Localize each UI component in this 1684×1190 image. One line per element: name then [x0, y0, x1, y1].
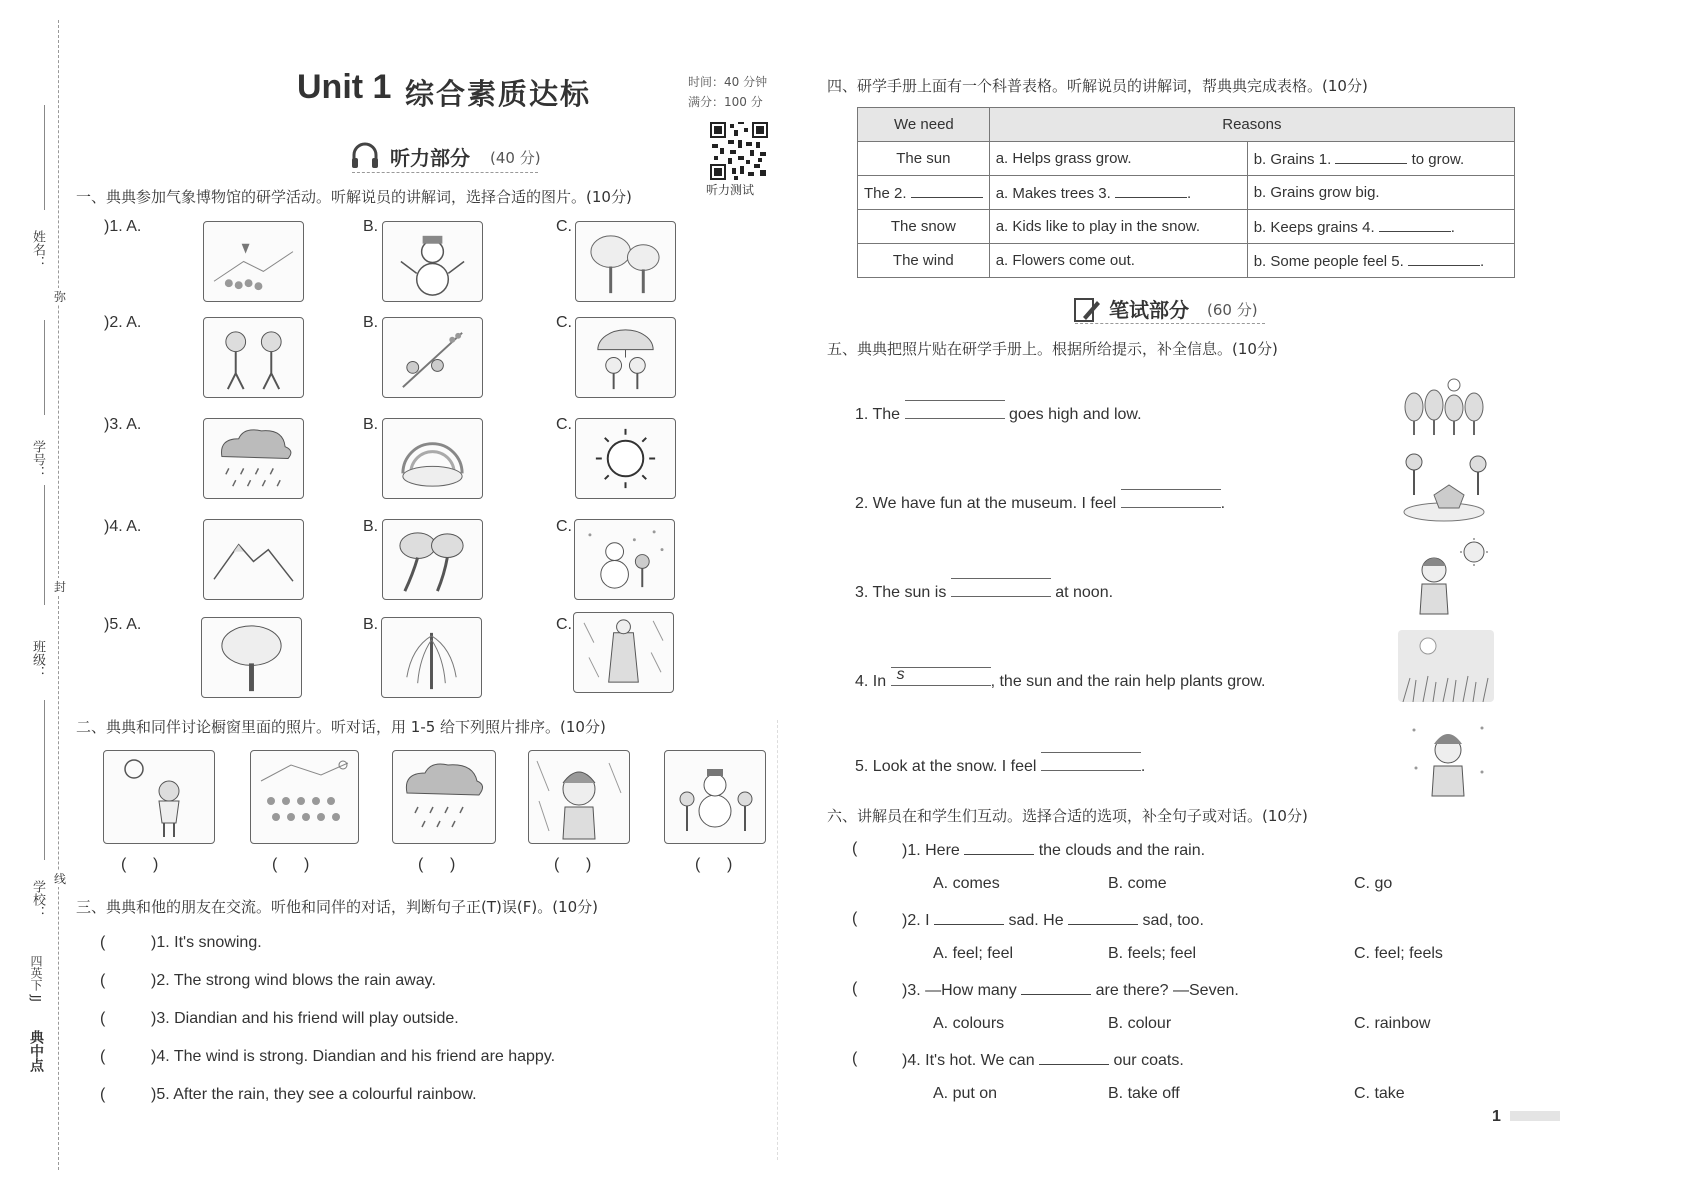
q6-option-3a[interactable]: A. colours: [933, 1015, 1005, 1032]
page-title-cn: 综合素质达标: [405, 77, 592, 111]
q5-pic-3: [1404, 536, 1494, 618]
q5-pic-4: [1398, 630, 1494, 702]
q6-blank-1[interactable]: [964, 840, 1034, 855]
q1-1a-pic[interactable]: [203, 221, 304, 302]
q1-item5-b: B.: [363, 616, 379, 633]
q5-blank-1[interactable]: [905, 400, 1005, 419]
school-label: 学校：: [30, 880, 45, 919]
q5-blank-2[interactable]: [1121, 489, 1221, 508]
q5-pic-5: [1404, 718, 1492, 800]
q6-option-3c[interactable]: C. rainbow: [1354, 1015, 1431, 1032]
q3-bracket-3[interactable]: (: [100, 1010, 137, 1027]
q1-item4-b: B.: [363, 518, 379, 535]
q6-option-1b[interactable]: B. come: [1108, 875, 1167, 892]
q1-item1-num: )1. A.: [104, 218, 142, 235]
q5-item-5: 5. Look at the snow. I feel .: [855, 752, 1145, 776]
q5-pic-2: [1394, 450, 1494, 525]
q1-item2-num: )2. A.: [104, 314, 142, 331]
blank-5[interactable]: [1408, 251, 1480, 266]
class-label: 班级：: [30, 640, 45, 679]
q6-blank-3[interactable]: [1021, 980, 1091, 995]
q6-bracket-2[interactable]: (: [852, 910, 889, 927]
q6-bracket-3[interactable]: (: [852, 980, 889, 997]
q3-bracket-4[interactable]: (: [100, 1048, 137, 1065]
table-row: The sun a. Helps grass grow. b. Grains 1. to grow.: [858, 142, 1515, 176]
page-title: Unit 1: [297, 68, 392, 106]
q6-item-3: )3. —How many are there? —Seven.: [902, 982, 1239, 999]
q2-photo-1[interactable]: [103, 750, 215, 844]
name-label: 姓名：: [30, 230, 45, 269]
q3-bracket-1[interactable]: (: [100, 934, 137, 951]
blank-4[interactable]: [1379, 217, 1451, 232]
q1-5b-pic[interactable]: [381, 617, 482, 698]
column-divider: [777, 720, 778, 1160]
blank-3[interactable]: [1115, 183, 1187, 198]
q2-answer-1[interactable]: ( ): [121, 856, 159, 873]
book-label: 四英下 JJ: [29, 955, 43, 1002]
mark-xian: 线: [54, 872, 67, 886]
writing-heading: 笔试部分: [1109, 298, 1189, 322]
q2-answer-5[interactable]: ( ): [695, 856, 733, 873]
q2-answer-3[interactable]: ( ): [418, 856, 456, 873]
q1-item5-c: C.: [556, 616, 572, 633]
q1-item1-c: C.: [556, 218, 572, 235]
q6-item-1: )1. Here the clouds and the rain.: [902, 842, 1206, 859]
q6-blank-2b[interactable]: [1068, 910, 1138, 925]
q6-item-2: )2. I sad. He sad, too.: [902, 912, 1204, 929]
page-number: 1: [1492, 1108, 1501, 1125]
mark-mi: 弥: [54, 290, 67, 304]
q1-item3-c: C.: [556, 416, 572, 433]
q6-bracket-4[interactable]: (: [852, 1050, 889, 1067]
table-row: The wind a. Flowers come out. b. Some people feel 5. .: [858, 244, 1515, 278]
q2-photo-4[interactable]: [528, 750, 630, 844]
q6-option-2c[interactable]: C. feel; feels: [1354, 945, 1443, 962]
blank-1[interactable]: [1335, 149, 1407, 164]
id-label: 学号：: [30, 440, 45, 479]
q5-item-1: 1. The goes high and low.: [855, 400, 1142, 424]
mark-feng: 封: [54, 580, 67, 594]
blank-2[interactable]: [911, 183, 983, 198]
q5-blank-3[interactable]: [951, 578, 1051, 597]
pencil-note-icon: [1073, 295, 1101, 323]
q2-photo-5[interactable]: [664, 750, 766, 844]
reasons-table: [857, 107, 1515, 278]
q3-prompt: 三、典典和他的朋友在交流。听他和同伴的对话，判断句子正(T)误(F)。(10分): [76, 898, 598, 916]
q5-blank-5[interactable]: [1041, 752, 1141, 771]
q2-answer-4[interactable]: ( ): [554, 856, 592, 873]
cut-line: [58, 20, 59, 1170]
q5-item-3: 3. The sun is at noon.: [855, 578, 1113, 602]
page-number-bar: [1510, 1111, 1560, 1121]
q3-item-1: )1. It's snowing.: [151, 934, 262, 951]
table-row: The 2. a. Makes trees 3. . b. Grains grow big.: [858, 176, 1515, 210]
listening-heading-rule: [352, 172, 538, 173]
q1-4c-pic[interactable]: [574, 519, 675, 600]
q1-3a-pic[interactable]: [203, 418, 304, 499]
q1-1c-pic[interactable]: [575, 221, 676, 302]
q4-prompt: 四、研学手册上面有一个科普表格。听解说员的讲解词，帮典典完成表格。(10分): [827, 77, 1368, 95]
q6-option-4a[interactable]: A. put on: [933, 1085, 998, 1102]
q1-3c-pic[interactable]: [575, 418, 676, 499]
q6-blank-2a[interactable]: [934, 910, 1004, 925]
q1-3b-pic[interactable]: [382, 418, 483, 499]
headphones-icon: [350, 140, 380, 170]
school-line: [44, 700, 45, 860]
q2-answer-2[interactable]: ( ): [272, 856, 310, 873]
q1-2c-pic[interactable]: [575, 317, 676, 398]
q1-item4-c: C.: [556, 518, 572, 535]
q1-item2-b: B.: [363, 314, 379, 331]
q3-item-4: )4. The wind is strong. Diandian and his friend are happy.: [151, 1048, 556, 1065]
class-line-top: [44, 485, 45, 605]
q1-2b-pic[interactable]: [382, 317, 483, 398]
q6-prompt: 六、讲解员在和学生们互动。选择合适的选项，补全句子或对话。(10分): [827, 807, 1308, 825]
q1-item5-num: )5. A.: [104, 616, 142, 633]
qr-code[interactable]: [710, 122, 768, 180]
q2-prompt: 二、典典和同伴讨论橱窗里面的照片。听对话，用 1-5 给下列照片排序。(10分): [76, 718, 606, 736]
q6-option-4c[interactable]: C. take: [1354, 1085, 1405, 1102]
q3-bracket-2[interactable]: (: [100, 972, 137, 989]
brand-logo: 典中点: [28, 1030, 44, 1072]
q5-item-2: 2. We have fun at the museum. I feel .: [855, 489, 1225, 513]
q1-item3-b: B.: [363, 416, 379, 433]
q1-5a-pic[interactable]: [201, 617, 302, 698]
q3-item-2: )2. The strong wind blows the rain away.: [151, 972, 436, 989]
q1-4a-pic[interactable]: [203, 519, 304, 600]
q1-item1-b: B.: [363, 218, 379, 235]
q1-1b-pic[interactable]: [382, 221, 483, 302]
q6-option-3b[interactable]: B. colour: [1108, 1015, 1172, 1032]
time-info: 时间：40 分钟: [688, 75, 768, 89]
q1-2a-pic[interactable]: [203, 317, 304, 398]
q1-prompt: 一、典典参加气象博物馆的研学活动。听解说员的讲解词，选择合适的图片。(10分): [76, 188, 632, 206]
q6-bracket-1[interactable]: (: [852, 840, 889, 857]
q6-item-4: )4. It's hot. We can our coats.: [902, 1052, 1184, 1069]
q3-item-3: )3. Diandian and his friend will play outside.: [151, 1010, 459, 1027]
q6-option-4b[interactable]: B. take off: [1108, 1085, 1180, 1102]
q1-item3-num: )3. A.: [104, 416, 142, 433]
q1-4b-pic[interactable]: [382, 519, 483, 600]
q6-option-1c[interactable]: C. go: [1354, 875, 1393, 892]
table-header-need: We need: [858, 108, 990, 142]
q3-bracket-5[interactable]: (: [100, 1086, 137, 1103]
q1-item4-num: )4. A.: [104, 518, 142, 535]
table-row: The snow a. Kids like to play in the snow. b. Keeps grains 4. .: [858, 210, 1515, 244]
q5-blank-4[interactable]: s: [891, 667, 991, 686]
q2-photo-3[interactable]: [392, 750, 496, 844]
name-line: [44, 105, 45, 210]
q5-pic-1: [1394, 375, 1494, 437]
qr-label: 听力测试: [706, 183, 755, 197]
q6-option-2b[interactable]: B. feels; feel: [1108, 945, 1197, 962]
writing-heading-rule: [1075, 323, 1265, 324]
q5-prompt: 五、典典把照片贴在研学手册上。根据所给提示，补全信息。(10分): [827, 340, 1278, 358]
listening-points: (40 分): [490, 149, 541, 167]
q6-option-1a[interactable]: A. comes: [933, 875, 1000, 892]
q5-item-4: 4. In s , the sun and the rain help plants grow.: [855, 666, 1266, 690]
q1-item2-c: C.: [556, 314, 572, 331]
q6-blank-4[interactable]: [1039, 1050, 1109, 1065]
table-header-reasons: Reasons: [989, 108, 1514, 142]
score-info: 满分：100 分: [688, 95, 763, 109]
q2-photo-2[interactable]: [250, 750, 359, 844]
writing-points: (60 分): [1207, 301, 1258, 319]
id-line: [44, 320, 45, 415]
q3-item-5: )5. After the rain, they see a colourful rainbow.: [151, 1086, 477, 1103]
q1-5c-pic[interactable]: [573, 612, 674, 693]
listening-heading: 听力部分: [390, 146, 470, 170]
q6-option-2a[interactable]: A. feel; feel: [933, 945, 1014, 962]
